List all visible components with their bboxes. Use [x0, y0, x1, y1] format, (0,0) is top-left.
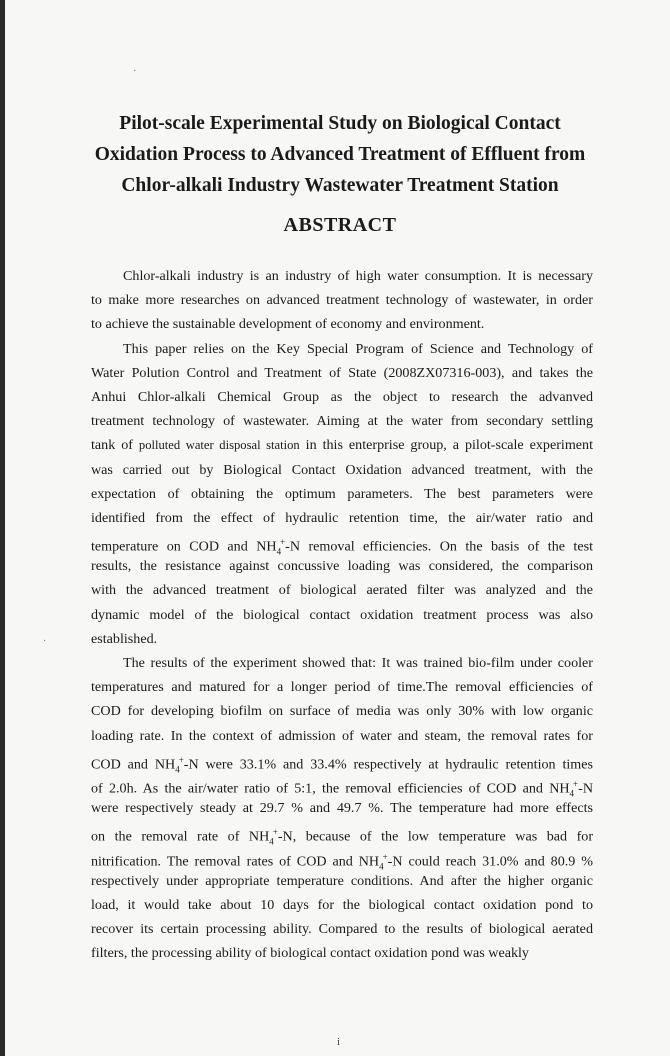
scan-speck: ·	[133, 66, 137, 77]
abstract-line: were respectively steady at 29.7 % and 49.7 %. The temperature had more effects	[91, 800, 593, 817]
abstract-line: nitrification. The removal rates of COD and $NH_4^+-N$ could reach 31.0% and 80.9 %	[91, 851, 593, 871]
abstract-line: with the advanced treatment of biological aerated filter was analyzed and the	[91, 582, 593, 599]
abstract-line: temperature on COD and $NH_4^+-N$ removal efficiencies. On the basis of the test	[91, 537, 594, 557]
abstract-line: identified from the effect of hydraulic retention time, the air/water ratio and	[91, 509, 593, 526]
abstract-line: established.	[91, 630, 158, 647]
abstract-line: of 2.0h. As the air/water ratio of 5:1, the removal efficiencies of COD and $NH_4^+-N$	[91, 778, 593, 799]
abstract-line: COD and $NH_4^+-N$ were 33.1% and 33.4% respectively at hydraulic retention times	[91, 754, 594, 775]
abstract-line: recover its certain processing ability. Compared to the results of biological aerated	[91, 921, 593, 938]
abstract-line: respectively under appropriate temperature conditions. And after the higher organic	[91, 872, 593, 889]
abstract-line: Anhui Chlor-alkali Chemical Group as the object to research the advanved	[91, 388, 593, 405]
abstract-line: filters, the processing ability of biological contact oxidation pond was weakly	[91, 945, 529, 962]
abstract-line: The results of the experiment showed that: It was trained bio-film under cooler	[123, 655, 593, 671]
page-mark: i	[337, 1036, 341, 1048]
paper-title	[65, 108, 615, 201]
abstract-line: Chlor-alkali industry is an industry of high water consumption. It is necessary	[123, 268, 593, 284]
abstract-line: dynamic model of the biological contact oxidation treatment process was also	[91, 606, 593, 623]
abstract-line: results, the resistance against concussive loading was considered, the comparison	[91, 558, 593, 575]
abstract-line: was carried out by Biological Contact Oxidation advanced treatment, with the	[91, 461, 593, 478]
title-line: Chlor-alkali Industry Wastewater Treatment Station	[121, 175, 559, 196]
title-line: Pilot-scale Experimental Study on Biological Contact	[119, 113, 561, 134]
abstract-line: load, it would take about 10 days for the biological contact oxidation pond to	[91, 896, 593, 913]
abstract-line: tank of polluted water disposal station in this enterprise group, a pilot-scale experiment	[91, 437, 593, 454]
abstract-line: to make more researches on advanced treatment technology of wastewater, in order	[91, 292, 593, 309]
abstract-body	[91, 264, 593, 965]
title-line: Oxidation Process to Advanced Treatment of Effluent from	[94, 144, 586, 165]
scan-speck: ·	[43, 636, 47, 647]
abstract-line: COD for developing biofilm on surface of media was only 30% with low organic	[91, 703, 593, 720]
abstract-line: temperatures and matured for a longer period of time.The removal efficiencies of	[91, 679, 593, 696]
abstract-line: treatment technology of wastewater. Aiming at the water from secondary settling	[91, 413, 593, 430]
abstract-line: on the removal rate of $NH_4^+-N$, because of the low temperature was bad for	[91, 827, 594, 847]
abstract-line: loading rate. In the context of admission of water and steam, the removal rates for	[91, 727, 593, 744]
abstract-line: This paper relies on the Key Special Program of Science and Technology of	[123, 340, 593, 357]
abstract-line: Water Polution Control and Treatment of State (2008ZX07316-003), and takes the	[91, 364, 593, 381]
abstract-line: to achieve the sustainable development of economy and environment.	[91, 316, 485, 333]
abstract-line: expectation of obtaining the optimum parameters. The best parameters were	[91, 485, 593, 502]
abstract-heading: ABSTRACT	[283, 214, 397, 236]
